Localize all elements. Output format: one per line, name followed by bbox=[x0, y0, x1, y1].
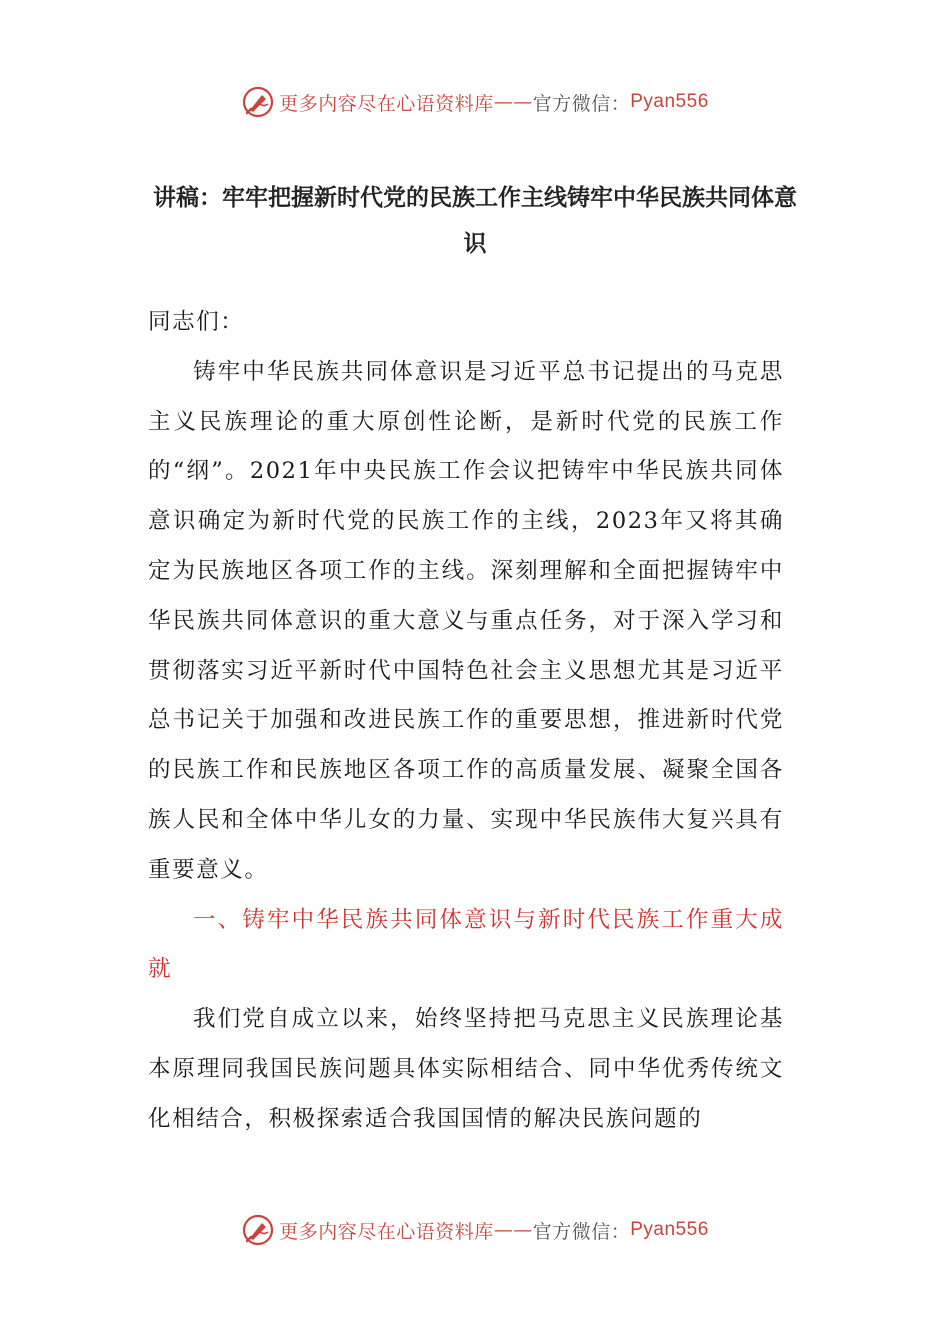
pen-nib-logo-icon bbox=[241, 1213, 275, 1247]
document-title: 讲稿：牢牢把握新时代党的民族工作主线铸牢中华民族共同体意识 bbox=[153, 185, 797, 257]
pen-nib-logo-icon bbox=[241, 85, 275, 119]
document-body bbox=[148, 298, 784, 1145]
salutation: 同志们： bbox=[148, 309, 245, 335]
banner-wechat-label: 官方微信： bbox=[532, 1220, 631, 1243]
banner-brand-text: 更多内容尽在心语资料库 bbox=[279, 92, 494, 115]
banner-dash: —— bbox=[493, 91, 533, 113]
paragraph-intro: 铸牢中华民族共同体意识是习近平总书记提出的马克思主义民族理论的重大原创性论断，是新时代党的民族工作的“纲”。2021年中央民族工作会议把铸牢中华民族共同体意识确定为新时代党的民族工作的主线，2023年又将其确定为民族地区各项工作的主线。深刻理解和全面把握铸牢中华民族共同体意识的重大意义与重点任务，对于深入学习和贯彻落实习近平新时代中国特色社会主义思想尤其是习近平总书记关于加强和改进民族工作的重要思想，推进新时代党的民族工作和民族地区各项工作的高质量发展、凝聚全国各族人民和全体中华儿女的力量、实现中华民族伟大复兴具有重要意义。 bbox=[148, 358, 784, 883]
banner-brand-text: 更多内容尽在心语资料库 bbox=[279, 1220, 494, 1243]
banner-wechat-label: 官方微信： bbox=[532, 92, 631, 115]
header-banner bbox=[0, 82, 950, 122]
paragraph-section-1: 我们党自成立以来，始终坚持把马克思主义民族理论基本原理同我国民族问题具体实际相结合、同中华优秀传统文化相结合，积极探索适合我国国情的解决民族问题的 bbox=[148, 1006, 784, 1132]
footer-banner bbox=[0, 1210, 950, 1250]
section-heading-1: 一、铸牢中华民族共同体意识与新时代民族工作重大成就 bbox=[148, 906, 784, 983]
banner-wechat-id: Pyan556 bbox=[630, 91, 709, 112]
banner-wechat-id: Pyan556 bbox=[630, 1219, 709, 1240]
banner-dash: —— bbox=[493, 1219, 533, 1241]
